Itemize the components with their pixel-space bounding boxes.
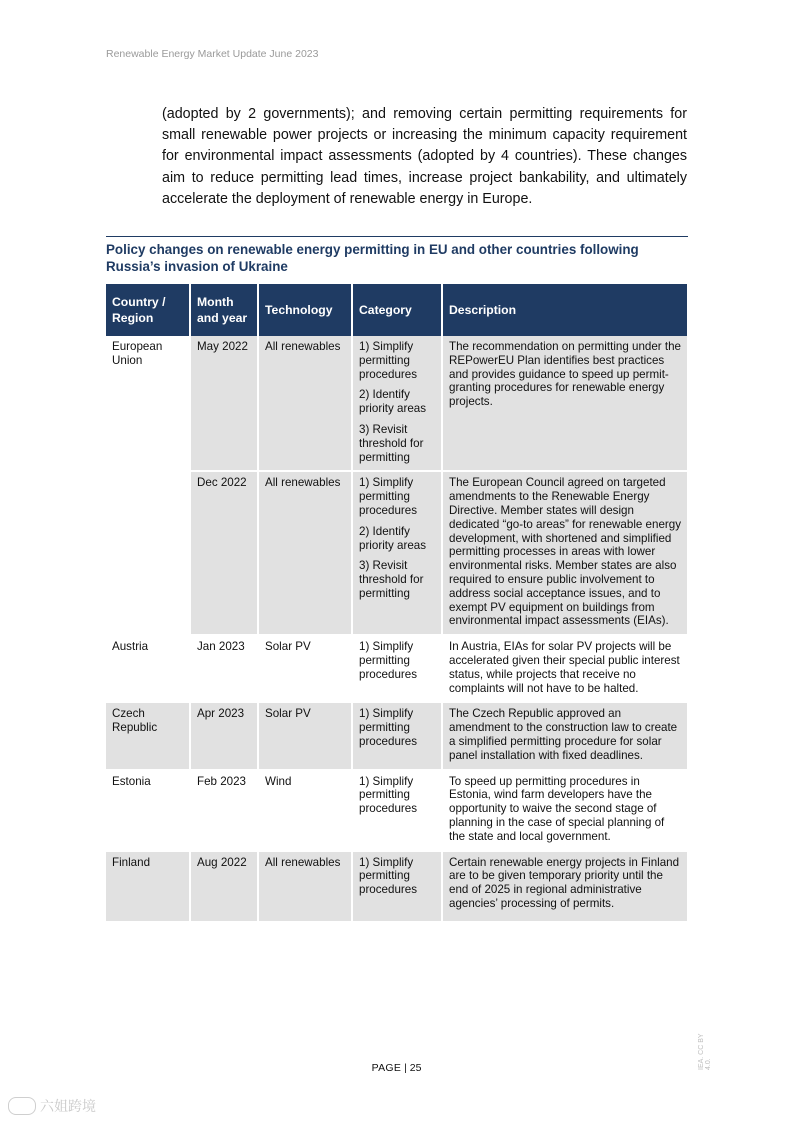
table-header-row	[106, 284, 687, 336]
header-month-year: Month and year	[190, 284, 258, 336]
country-cell	[106, 471, 190, 635]
watermark	[8, 1096, 96, 1116]
watermark-text: 六姐跨境	[40, 1098, 96, 1114]
intro-paragraph: (adopted by 2 governments); and removing certain permitting requirements for small renewable power projects or increasing the minimum capacity requirement for environmental impact assessments (adopted by 4 countries). These changes aim to reduce permitting lead times, increase project bankability, and ultimately accelerate the deployment of renewable energy in Europe.	[162, 106, 687, 207]
table-row	[106, 635, 687, 702]
description-cell: The European Council agreed on targeted amendments to the Renewable Energy Directive. Member states will design dedicated “go-to areas” for renewable energy development, with shortened and simplified permitting processes in areas with lower environmental risks. Member states are also required to ensure public involvement to address social acceptance issues, and to exempt PV equipment on buildings from environmental impact assessments (EIAs).	[442, 471, 687, 635]
date-cell: Feb 2023	[190, 770, 258, 851]
table-row	[106, 336, 687, 471]
page-label: PAGE	[371, 1062, 402, 1074]
technology-cell: All renewables	[258, 471, 352, 635]
category-item: 1) Simplify permitting procedures	[359, 340, 418, 381]
watermark-logo-icon	[8, 1097, 36, 1115]
category-item: 3) Revisit threshold for permitting	[359, 559, 424, 600]
category-item: 2) Identify priority areas	[359, 388, 427, 416]
technology-cell: All renewables	[258, 336, 352, 471]
category-item: 1) Simplify permitting procedures	[359, 774, 418, 816]
table-row	[106, 851, 687, 922]
header-technology: Technology	[258, 284, 352, 336]
page-separator: |	[404, 1062, 410, 1074]
category-item: 1) Simplify permitting procedures	[359, 855, 418, 897]
policy-table	[106, 284, 687, 923]
header-country: Country / Region	[106, 284, 190, 336]
date-cell: Jan 2023	[190, 635, 258, 702]
category-cell	[352, 471, 442, 635]
category-item: 1) Simplify permitting procedures	[359, 640, 418, 681]
header-category: Category	[352, 284, 442, 336]
category-item: 3) Revisit threshold for permitting	[359, 422, 424, 464]
table-row	[106, 770, 687, 851]
technology-cell: Solar PV	[258, 702, 352, 769]
description-cell: In Austria, EIAs for solar PV projects will be accelerated given their special public interest status, while projects that receive no complaints will not have to be halted.	[442, 635, 687, 702]
category-cell	[352, 635, 442, 702]
country-cell: Estonia	[106, 770, 190, 851]
running-header: Renewable Energy Market Update June 2023	[106, 48, 319, 60]
category-cell	[352, 770, 442, 851]
category-cell	[352, 702, 442, 769]
category-cell	[352, 851, 442, 922]
country-cell: Finland	[106, 851, 190, 922]
date-cell: Apr 2023	[190, 702, 258, 769]
date-cell: May 2022	[190, 336, 258, 471]
page-number: 25	[409, 1062, 422, 1074]
technology-cell: Solar PV	[258, 635, 352, 702]
country-cell: European Union	[106, 336, 190, 471]
description-cell: The recommendation on permitting under the REPowerEU Plan identifies best practices and provides guidance to speed up permit-granting procedures for renewable energy projects.	[442, 336, 687, 471]
category-item: 1) Simplify permitting procedures	[359, 707, 418, 748]
description-cell: Certain renewable energy projects in Finland are to be given temporary priority until the end of 2025 in regional administrative agencies’ processing of permits.	[442, 851, 687, 922]
table-row	[106, 471, 687, 635]
country-cell: Czech Republic	[106, 702, 190, 769]
category-item: 1) Simplify permitting procedures	[359, 476, 418, 517]
date-cell: Dec 2022	[190, 471, 258, 635]
category-cell	[352, 336, 442, 471]
country-cell: Austria	[106, 635, 190, 702]
table-caption: Policy changes on renewable energy permitting in EU and other countries following Russia’s invasion of Ukraine	[106, 236, 688, 275]
date-cell: Aug 2022	[190, 851, 258, 922]
license-note: IEA. CC BY 4.0.	[698, 1033, 712, 1070]
technology-cell: Wind	[258, 770, 352, 851]
technology-cell: All renewables	[258, 851, 352, 922]
header-description: Description	[442, 284, 687, 336]
category-item: 2) Identify priority areas	[359, 524, 427, 552]
table-row	[106, 702, 687, 769]
description-cell: The Czech Republic approved an amendment to the construction law to create a simplified permitting procedure for solar panel installation with fixed deadlines.	[442, 702, 687, 769]
description-cell: To speed up permitting procedures in Estonia, wind farm developers have the opportunity to waive the second stage of planning in the case of special planning of the state and local government.	[442, 770, 687, 851]
page-footer	[0, 1062, 793, 1074]
